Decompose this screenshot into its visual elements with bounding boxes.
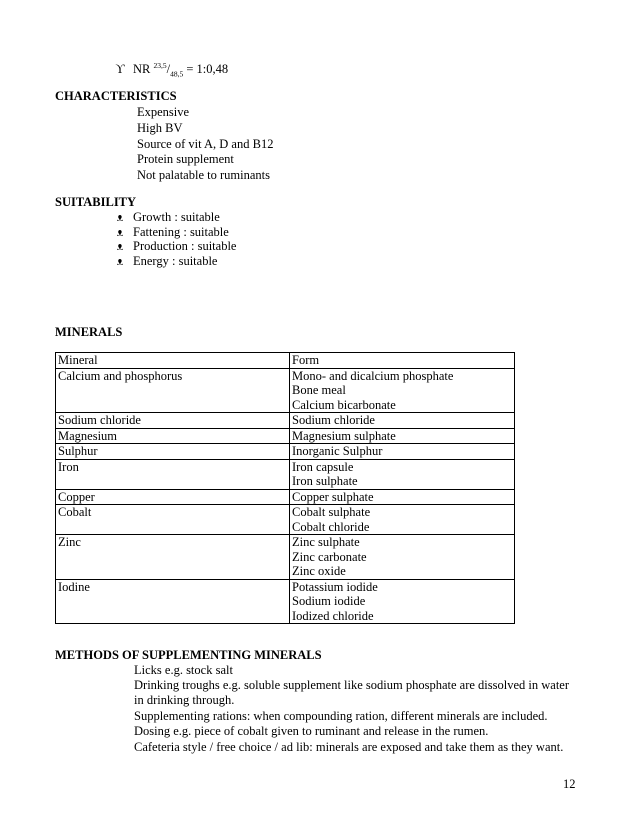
table-row	[56, 535, 515, 580]
form-cell	[290, 535, 515, 580]
form-item: Iron capsule	[292, 459, 354, 474]
form-item: Mono- and dicalcium phosphate	[292, 368, 454, 383]
ribbon-bullet-icon: ᴥ	[116, 239, 124, 253]
table-row	[56, 505, 515, 535]
form-cell	[290, 428, 515, 444]
list-item: Not palatable to ruminants	[137, 168, 270, 182]
mineral-cell: Sulphur	[56, 444, 290, 460]
list-item: Expensive	[137, 105, 190, 119]
characteristics-heading: CHARACTERISTICS	[55, 89, 177, 103]
form-item: Copper sulphate	[292, 489, 374, 504]
mineral-cell: Zinc	[56, 535, 290, 580]
form-cell	[290, 368, 515, 413]
table-header-row	[56, 353, 515, 369]
table-row	[56, 579, 515, 624]
mineral-cell: Magnesium	[56, 428, 290, 444]
list-item: Licks e.g. stock salt	[134, 663, 233, 677]
page-number: 12	[563, 777, 576, 791]
methods-heading: METHODS OF SUPPLEMENTING MINERALS	[55, 648, 322, 662]
form-item: Iodized chloride	[292, 608, 374, 623]
list-item: Production : suitable	[133, 239, 237, 253]
list-item: High BV	[137, 121, 183, 135]
list-item: Drinking troughs e.g. soluble supplement like sodium phosphate are dissolved in water	[134, 678, 569, 692]
list-item: Supplementing rations: when compounding ration, different minerals are included.	[134, 709, 548, 723]
form-item: Zinc oxide	[292, 564, 346, 578]
list-item: Fattening : suitable	[133, 225, 229, 239]
ribbon-bullet-icon: ᴥ	[116, 210, 124, 224]
list-item: Source of vit A, D and B12	[137, 137, 274, 151]
header-form: Form	[290, 353, 515, 369]
header-mineral: Mineral	[56, 353, 290, 369]
ribbon-bullet-icon: ᴥ	[116, 254, 124, 268]
list-item: Dosing e.g. piece of cobalt given to ruminant and release in the rumen.	[134, 724, 489, 738]
list-item: Energy : suitable	[133, 254, 218, 268]
suitability-heading: SUITABILITY	[55, 195, 137, 209]
nr-numerator: 23,5	[153, 60, 167, 70]
nr-denominator: 48,5	[170, 69, 184, 79]
form-cell	[290, 444, 515, 460]
minerals-table	[55, 352, 515, 624]
nr-slash: /	[166, 62, 171, 76]
form-item: Inorganic Sulphur	[292, 444, 383, 458]
form-item: Magnesium sulphate	[292, 428, 396, 443]
mineral-cell: Iodine	[56, 579, 290, 624]
list-item: Protein supplement	[137, 152, 234, 166]
form-item: Zinc carbonate	[292, 549, 367, 564]
table-row	[56, 428, 515, 444]
form-cell	[290, 459, 515, 489]
list-item: Growth : suitable	[133, 210, 220, 224]
form-cell	[290, 413, 515, 429]
ribbon-bullet-icon: ᴥ	[116, 225, 124, 239]
mineral-cell: Sodium chloride	[56, 413, 290, 429]
mineral-cell: Calcium and phosphorus	[56, 368, 290, 413]
form-item: Zinc sulphate	[292, 535, 360, 549]
table-row	[56, 459, 515, 489]
table-row	[56, 368, 515, 413]
form-item: Calcium bicarbonate	[292, 397, 396, 412]
nr-suffix: = 1:0,48	[183, 62, 229, 76]
table-row	[56, 489, 515, 505]
mineral-cell: Cobalt	[56, 505, 290, 535]
form-item: Cobalt sulphate	[292, 505, 371, 519]
nr-ratio-text	[133, 62, 228, 77]
form-item: Sodium chloride	[292, 413, 375, 427]
form-cell	[290, 505, 515, 535]
table-row	[56, 413, 515, 429]
mineral-cell: Copper	[56, 489, 290, 505]
minerals-heading: MINERALS	[55, 325, 123, 339]
form-item: Bone meal	[292, 383, 346, 397]
form-cell	[290, 579, 515, 624]
nr-prefix: NR	[133, 62, 154, 76]
nr-bullet-icon: ϒ	[115, 62, 125, 76]
form-item: Sodium iodide	[292, 594, 366, 608]
mineral-cell: Iron	[56, 459, 290, 489]
table-row	[56, 444, 515, 460]
form-item: Iron sulphate	[292, 474, 358, 488]
form-item: Cobalt chloride	[292, 519, 370, 534]
list-item-continuation: in drinking through.	[134, 693, 235, 707]
form-item: Potassium iodide	[292, 579, 378, 594]
list-item: Cafeteria style / free choice / ad lib: minerals are exposed and take them as they want.	[134, 740, 564, 754]
form-cell	[290, 489, 515, 505]
